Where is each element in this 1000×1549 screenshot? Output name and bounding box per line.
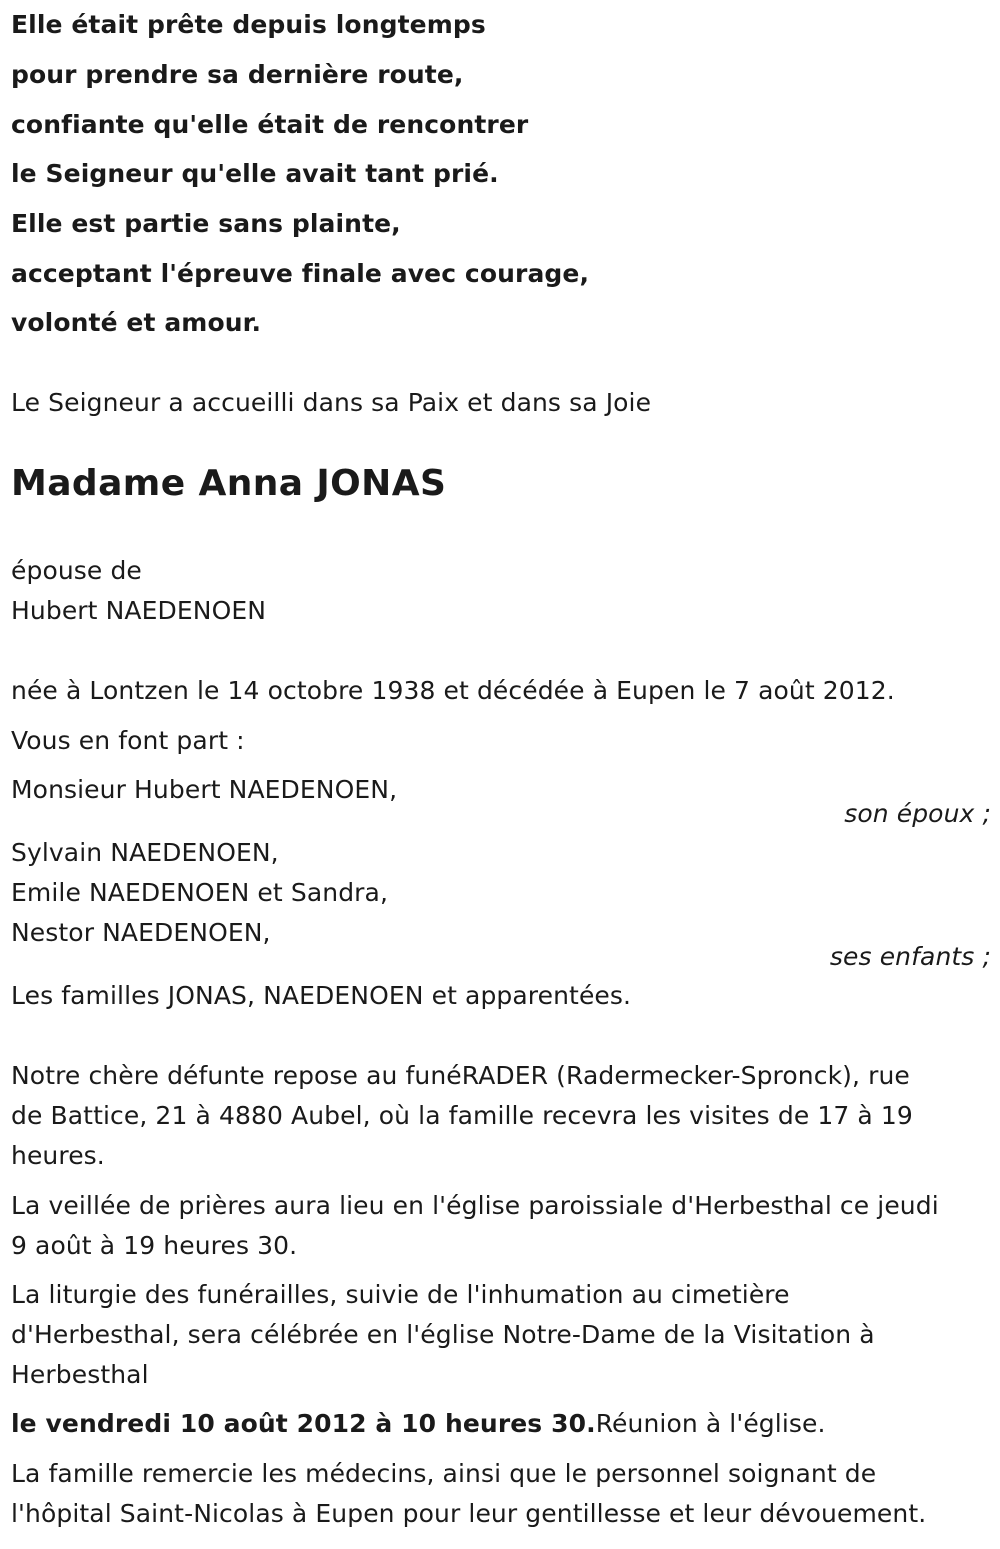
- funeral-date: le vendredi 10 août 2012 à 10 heures 30.: [11, 1409, 596, 1438]
- children-role: ses enfants ;: [829, 942, 991, 971]
- obituary-document: [11, 0, 991, 1549]
- vigil-line: 9 août à 19 heures 30.: [11, 1231, 298, 1260]
- meeting-text: Réunion à l'église.: [595, 1409, 826, 1438]
- liturgy-line: Herbesthal: [11, 1360, 149, 1389]
- child-name: Nestor NAEDENOEN,: [11, 918, 271, 947]
- poem-line: volonté et amour.: [11, 308, 262, 337]
- poem-line: Elle est partie sans plainte,: [11, 209, 401, 238]
- vigil-line: La veillée de prières aura lieu en l'église paroissiale d'Herbesthal ce jeudi: [11, 1191, 939, 1220]
- poem-line: pour prendre sa dernière route,: [11, 60, 464, 89]
- husband-role: son époux ;: [844, 799, 991, 828]
- thanks-line: La famille remercie les médecins, ainsi que le personnel soignant de: [11, 1459, 877, 1488]
- liturgy-line: La liturgie des funérailles, suivie de l'inhumation au cimetière: [11, 1280, 790, 1309]
- announce-text: Vous en font part :: [11, 726, 245, 755]
- families-text: Les familles JONAS, NAEDENOEN et apparentées.: [11, 981, 632, 1010]
- spouse-name: Hubert NAEDENOEN: [11, 596, 267, 625]
- repose-line: heures.: [11, 1141, 105, 1170]
- funeral-date-line: [11, 1404, 826, 1444]
- thanks-line: l'hôpital Saint-Nicolas à Eupen pour leur gentillesse et leur dévouement.: [11, 1499, 927, 1528]
- poem-line: acceptant l'épreuve finale avec courage,: [11, 259, 590, 288]
- liturgy-line: d'Herbesthal, sera célébrée en l'église Notre-Dame de la Visitation à: [11, 1320, 875, 1349]
- poem-line: confiante qu'elle était de rencontrer: [11, 110, 529, 139]
- deceased-name: Madame Anna JONAS: [11, 463, 447, 504]
- poem-line: Elle était prête depuis longtemps: [11, 10, 486, 39]
- repose-line: Notre chère défunte repose au funéRADER (Radermecker-Spronck), rue: [11, 1061, 910, 1090]
- repose-line: de Battice, 21 à 4880 Aubel, où la famille recevra les visites de 17 à 19: [11, 1101, 913, 1130]
- poem-line: le Seigneur qu'elle avait tant prié.: [11, 159, 499, 188]
- husband-name: Monsieur Hubert NAEDENOEN,: [11, 775, 398, 804]
- child-name: Emile NAEDENOEN et Sandra,: [11, 878, 389, 907]
- spouse-label: épouse de: [11, 556, 142, 585]
- child-name: Sylvain NAEDENOEN,: [11, 838, 279, 867]
- birth-death-text: née à Lontzen le 14 octobre 1938 et décédée à Eupen le 7 août 2012.: [11, 676, 895, 705]
- intro-text: Le Seigneur a accueilli dans sa Paix et dans sa Joie: [11, 388, 652, 417]
